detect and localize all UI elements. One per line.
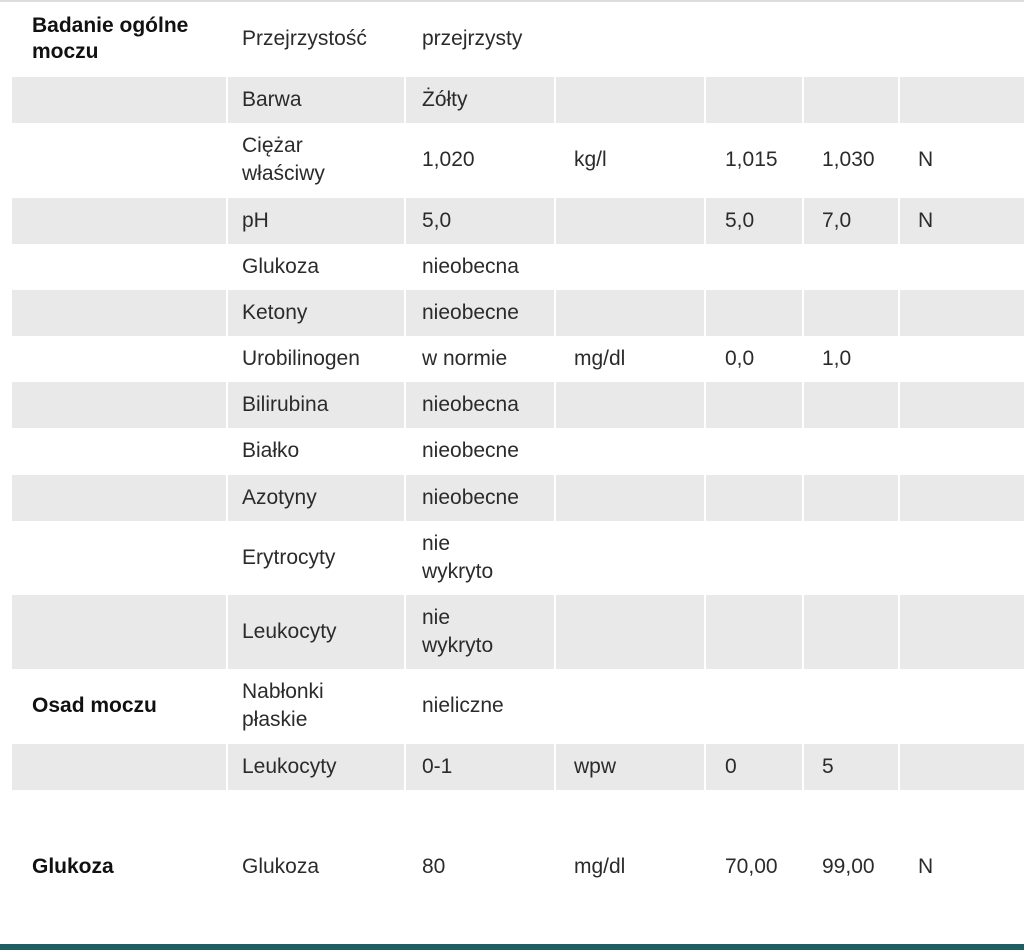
section-label: Osad moczu <box>32 694 157 717</box>
table-row <box>12 198 1024 244</box>
section-label <box>12 123 226 197</box>
test-name: Leukocyty <box>228 595 404 669</box>
test-value: nie wykryto <box>422 532 494 583</box>
range-max <box>804 290 898 336</box>
range-max <box>804 595 898 669</box>
test-unit <box>556 2 704 76</box>
test-name: Glukoza <box>242 855 320 878</box>
section-label <box>12 475 226 521</box>
test-value: 80 <box>422 855 446 878</box>
range-max: 7,0 <box>804 198 898 244</box>
result-flag <box>900 382 1024 428</box>
range-max <box>804 2 898 76</box>
test-unit <box>556 77 704 123</box>
range-max: 99,00 <box>822 855 875 878</box>
table-row <box>12 2 1024 76</box>
test-value: 0-1 <box>406 744 554 790</box>
table-row <box>12 123 1024 197</box>
table-row <box>12 790 1024 944</box>
range-max <box>804 428 898 474</box>
result-flag: N <box>900 198 1024 244</box>
section-label <box>12 521 226 595</box>
section-label <box>12 336 226 382</box>
test-unit <box>556 475 704 521</box>
test-unit <box>556 382 704 428</box>
test-name: Erytrocyty <box>242 546 336 569</box>
test-value: nie wykryto <box>406 595 554 669</box>
result-flag <box>900 669 1024 743</box>
section-label: Glukoza <box>32 855 114 878</box>
test-unit <box>556 521 704 595</box>
range-max <box>804 244 898 290</box>
test-name: Białko <box>242 439 300 462</box>
section-label <box>12 244 226 290</box>
result-flag <box>900 290 1024 336</box>
table-row <box>12 336 1024 382</box>
range-max <box>804 77 898 123</box>
table-row <box>12 244 1024 290</box>
test-value: Żółty <box>406 77 554 123</box>
test-name: Nabłonki płaskie <box>242 680 324 731</box>
table-row <box>12 290 1024 336</box>
test-name: Azotyny <box>228 475 404 521</box>
table-row <box>12 521 1024 595</box>
range-max: 1,030 <box>822 148 875 171</box>
table-row <box>12 669 1024 743</box>
section-label <box>12 744 226 790</box>
result-flag <box>900 336 1024 382</box>
range-min <box>706 428 802 474</box>
range-min: 1,015 <box>725 148 778 171</box>
test-value: przejrzysty <box>422 27 523 50</box>
table-row <box>12 428 1024 474</box>
section-label <box>12 290 226 336</box>
section-label <box>12 595 226 669</box>
section-label: Badanie ogólne moczu <box>32 14 189 63</box>
test-value: nieobecna <box>422 255 519 278</box>
range-max <box>804 669 898 743</box>
section-label <box>12 382 226 428</box>
range-min <box>706 669 802 743</box>
test-unit: mg/dl <box>574 855 626 878</box>
table-row <box>12 382 1024 428</box>
test-name: Barwa <box>228 77 404 123</box>
table-row <box>12 744 1024 790</box>
result-flag: N <box>918 855 934 878</box>
section-label <box>12 428 226 474</box>
range-min <box>706 475 802 521</box>
test-unit: kg/l <box>574 148 607 171</box>
table-row <box>12 475 1024 521</box>
range-max: 1,0 <box>822 347 852 370</box>
test-value: 5,0 <box>406 198 554 244</box>
test-value: nieobecna <box>406 382 554 428</box>
result-flag <box>900 2 1024 76</box>
test-unit <box>556 595 704 669</box>
result-flag <box>900 744 1024 790</box>
range-max <box>804 521 898 595</box>
result-flag <box>900 475 1024 521</box>
result-flag <box>900 595 1024 669</box>
test-value: 1,020 <box>422 148 475 171</box>
table-row <box>12 77 1024 123</box>
section-label <box>12 198 226 244</box>
test-name: Glukoza <box>242 255 320 278</box>
test-name: Leukocyty <box>228 744 404 790</box>
test-name: pH <box>228 198 404 244</box>
test-unit <box>556 669 704 743</box>
range-min <box>706 595 802 669</box>
section-label <box>12 77 226 123</box>
test-value: nieobecne <box>406 290 554 336</box>
test-value: nieliczne <box>422 694 504 717</box>
test-unit: mg/dl <box>574 347 626 370</box>
test-name: Ciężar właściwy <box>242 134 325 185</box>
bottom-divider <box>0 944 1024 950</box>
test-name: Urobilinogen <box>242 347 360 370</box>
test-value: nieobecne <box>422 439 519 462</box>
result-flag <box>900 428 1024 474</box>
test-unit: wpw <box>556 744 704 790</box>
range-min <box>706 290 802 336</box>
range-min <box>706 2 802 76</box>
test-unit <box>556 428 704 474</box>
test-value: w normie <box>422 347 508 370</box>
range-min <box>706 77 802 123</box>
test-unit <box>556 290 704 336</box>
range-max: 5 <box>804 744 898 790</box>
table-row <box>12 595 1024 669</box>
result-flag <box>900 521 1024 595</box>
range-min: 70,00 <box>725 855 778 878</box>
result-flag <box>900 77 1024 123</box>
range-min <box>706 382 802 428</box>
test-name: Ketony <box>228 290 404 336</box>
test-value: nieobecne <box>406 475 554 521</box>
range-max <box>804 475 898 521</box>
result-flag <box>900 244 1024 290</box>
range-min <box>706 521 802 595</box>
range-min: 5,0 <box>706 198 802 244</box>
test-name: Bilirubina <box>228 382 404 428</box>
result-flag: N <box>918 148 934 171</box>
range-min: 0,0 <box>725 347 755 370</box>
test-name: Przejrzystość <box>242 27 367 50</box>
range-min: 0 <box>706 744 802 790</box>
test-unit <box>556 198 704 244</box>
test-unit <box>556 244 704 290</box>
range-max <box>804 382 898 428</box>
range-min <box>706 244 802 290</box>
